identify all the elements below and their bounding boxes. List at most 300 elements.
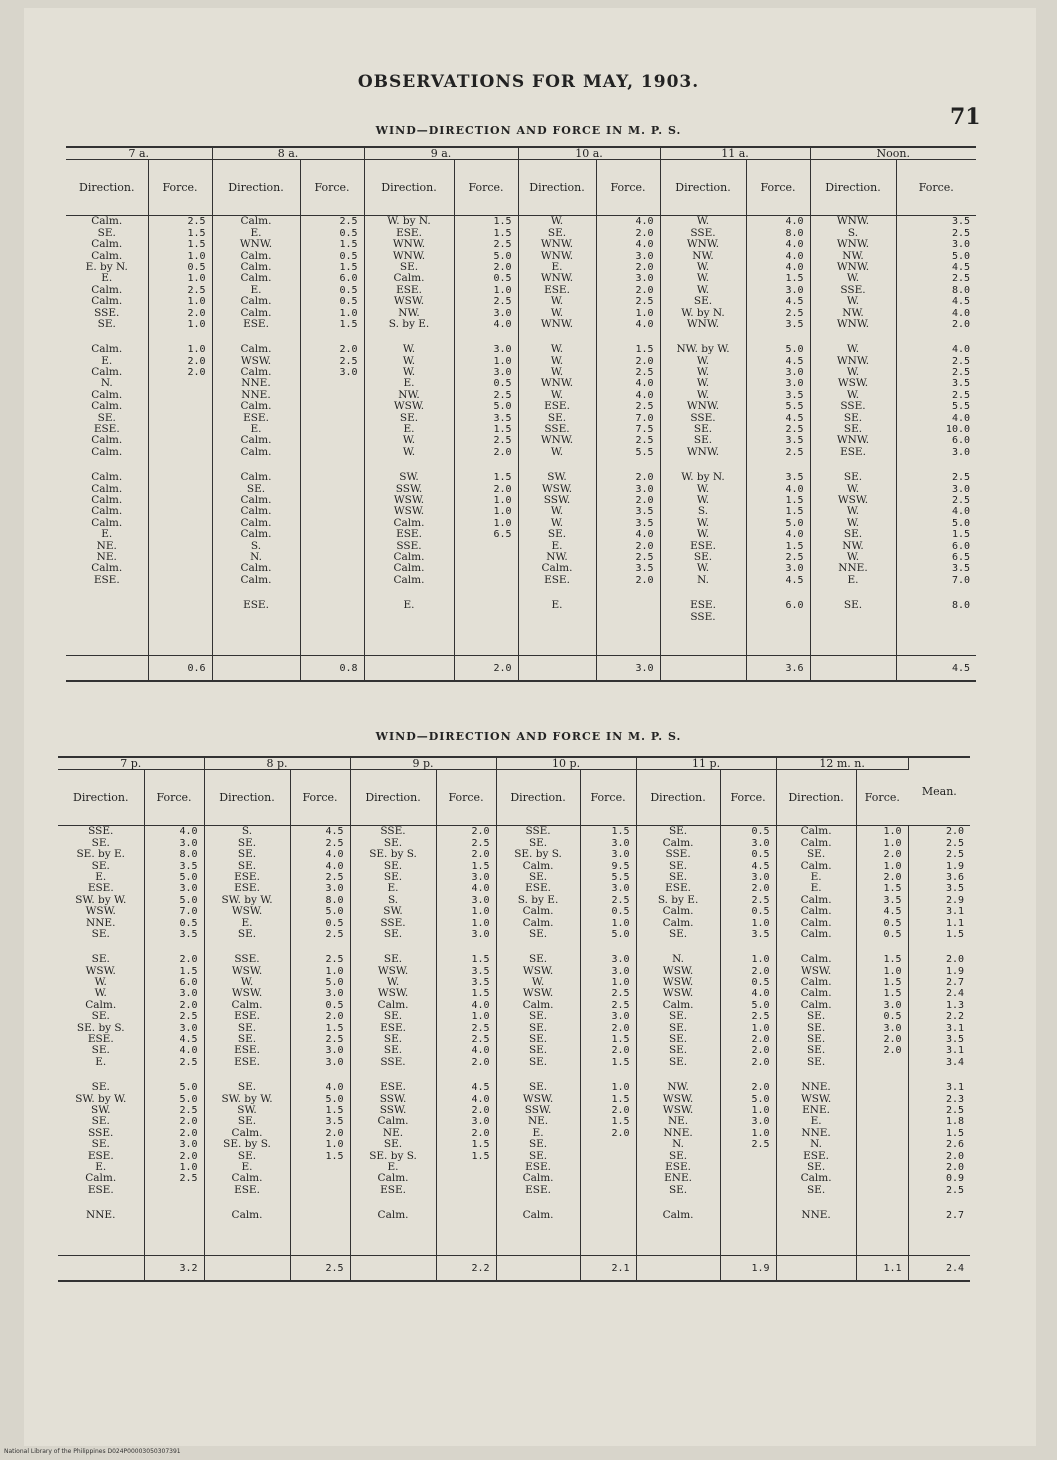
cell-value: ESE. <box>525 1160 551 1173</box>
cell-value: 5.0 <box>325 977 344 989</box>
cell-value: NW. <box>842 539 864 552</box>
direction-header: Direction. <box>496 770 580 826</box>
cell-value: 1.9 <box>946 965 965 977</box>
cell-value: SE. <box>547 528 567 541</box>
cell-value: WNW. <box>686 400 720 413</box>
cell-value: SW. <box>383 905 403 918</box>
group-spacer <box>498 1068 579 1082</box>
cell-value: 1.0 <box>751 954 770 966</box>
force-header: Force. <box>580 770 636 826</box>
cell-value: W. <box>696 272 710 285</box>
cell-value: 0.5 <box>325 917 344 929</box>
cell-value: 3.5 <box>635 506 654 518</box>
cell-value: 4.0 <box>785 261 804 273</box>
cell-value: 5.0 <box>951 517 971 529</box>
cell-value: 1.5 <box>471 860 490 872</box>
cell-value: 2.5 <box>785 307 804 319</box>
cell-value: 4.0 <box>951 307 971 319</box>
cell-value: 3.0 <box>883 1022 902 1034</box>
group-spacer <box>146 1068 198 1082</box>
cell-value: 3.4 <box>946 1056 965 1068</box>
cell-value: 3.0 <box>471 894 490 906</box>
cell-value: 4.5 <box>785 574 804 586</box>
cell-value: 1.5 <box>493 424 512 436</box>
table2-label-row <box>58 770 970 826</box>
cell-value: SW. <box>237 1104 257 1116</box>
cell-value: 1.0 <box>493 495 512 506</box>
cell-value: 0.9 <box>946 1173 965 1185</box>
cell-value: 2.0 <box>883 871 902 883</box>
cell-value: 0.5 <box>179 917 198 929</box>
cell-value: 1.5 <box>471 988 490 1000</box>
cell-value: Calm. <box>240 400 272 413</box>
cell-value: Calm. <box>393 573 425 586</box>
cell-value: 3.0 <box>785 378 804 390</box>
cell-value: SSW. <box>395 482 423 495</box>
cell-value: W. <box>550 388 564 401</box>
cell-value: SSE. <box>690 411 716 424</box>
group-spacer <box>582 940 630 954</box>
cell-value: 2.5 <box>179 1056 198 1068</box>
cell-value: ESE. <box>234 1183 260 1196</box>
cell-value: 3.1 <box>946 906 965 918</box>
cell-value: 2.7 <box>946 977 965 989</box>
cell-value: Calm. <box>800 893 832 906</box>
cell-value: W. <box>550 215 564 228</box>
cell-value: 2.0 <box>883 1034 902 1046</box>
cell-value: 1.5 <box>339 318 358 330</box>
cell-value: WSW. <box>231 987 263 1000</box>
cell-value: 1.5 <box>471 1150 490 1162</box>
cell-value: 1.5 <box>611 1116 630 1128</box>
direction-column <box>212 216 300 656</box>
cell-value: 2.5 <box>951 495 971 506</box>
cell-value: 2.5 <box>635 296 654 308</box>
table1-hour-header: 7 a. <box>66 147 212 160</box>
cell-value: Calm. <box>85 998 117 1011</box>
cell-value: SSW. <box>543 494 571 506</box>
cell-value: W. <box>402 434 416 447</box>
cell-value: 2.0 <box>471 826 490 838</box>
group-spacer <box>438 1068 490 1082</box>
cell-value: W. <box>846 388 860 401</box>
cell-value: SE. <box>91 1010 110 1023</box>
cell-value: 2.5 <box>946 849 965 861</box>
cell-value: 4.5 <box>471 1082 490 1094</box>
cell-value: Calm. <box>522 859 554 872</box>
cell-value: ENE. <box>802 1104 830 1116</box>
table1-hour-row <box>66 147 976 160</box>
cell-value: 3.5 <box>951 216 971 228</box>
cell-value: SSE. <box>380 916 406 929</box>
force-column <box>436 826 496 1256</box>
cell-value: N. <box>250 550 262 563</box>
cell-value: 2.5 <box>611 999 630 1011</box>
cell-value: 3.5 <box>635 563 654 575</box>
cell-value: 0.5 <box>325 999 344 1011</box>
cell-value: 3.5 <box>883 894 902 906</box>
cell-value: 2.0 <box>325 1127 344 1139</box>
cell-value: W. <box>402 366 416 379</box>
cell-value: 3.0 <box>325 1045 344 1057</box>
cell-value: ESE. <box>690 539 716 552</box>
direction-column <box>58 826 144 1256</box>
cell-value: 6.5 <box>951 551 971 563</box>
cell-value: Calm. <box>231 998 263 1011</box>
cell-value: SE. <box>237 1149 257 1162</box>
cell-value: 2.9 <box>946 894 965 906</box>
cell-value: SE. by E. <box>76 848 126 861</box>
cell-value: W. by N. <box>387 215 431 228</box>
force-column <box>896 216 976 656</box>
cell-value: 2.5 <box>493 296 512 308</box>
cell-value: SE. <box>399 411 419 424</box>
force-column <box>580 826 636 1256</box>
force-header: Force. <box>454 160 518 216</box>
table2-wind-pm <box>58 756 970 1282</box>
cell-value: 2.0 <box>751 883 770 895</box>
cell-value: 2.5 <box>611 894 630 906</box>
cell-value: SE. <box>97 226 116 239</box>
force-column <box>148 216 212 656</box>
cell-value: 2.0 <box>635 227 654 239</box>
group-spacer <box>778 940 855 954</box>
cell-value: SW. <box>399 471 419 484</box>
cell-value: SE. <box>528 1044 548 1057</box>
cell-value: 1.5 <box>946 928 965 940</box>
cell-value: W. <box>846 550 860 563</box>
cell-value: 1.0 <box>883 965 902 977</box>
cell-value: Calm. <box>377 998 409 1011</box>
group-spacer <box>146 940 198 954</box>
cell-value: SE. by S. <box>369 1149 417 1162</box>
cell-value: SE. <box>806 1160 826 1173</box>
cell-value: SE. <box>528 1149 548 1162</box>
cell-value: 1.0 <box>187 318 206 330</box>
cell-value: 3.0 <box>635 483 654 495</box>
cell-value: NW. <box>692 249 714 262</box>
cell-value: 4.5 <box>785 412 804 424</box>
cell-value: SE. <box>668 825 688 838</box>
cell-value: 2.0 <box>946 954 965 966</box>
cell-value: ESE. <box>396 528 422 541</box>
cell-value: 8.0 <box>325 894 344 906</box>
cell-value: 10.0 <box>945 424 971 436</box>
cell-value: 1.8 <box>946 1116 965 1128</box>
cell-value: ESE. <box>380 1081 406 1094</box>
cell-value: 1.0 <box>883 860 902 872</box>
cell-value: 1.5 <box>611 826 630 838</box>
cell-value: 3.5 <box>635 517 654 529</box>
cell-value: WNW. <box>540 249 574 262</box>
cell-value: Calm. <box>800 976 832 989</box>
cell-value: 3.0 <box>611 883 630 895</box>
cell-value: 0.5 <box>339 227 358 239</box>
cell-value: 3.0 <box>493 307 512 319</box>
group-spacer <box>352 1196 435 1210</box>
cell-value: 2.0 <box>179 954 198 966</box>
cell-value: Calm. <box>662 905 694 918</box>
cell-value: SE. <box>806 1055 826 1068</box>
cell-value: NW. <box>398 388 420 401</box>
cell-value: 1.5 <box>325 1022 344 1034</box>
cell-value: WSW. <box>662 1092 694 1105</box>
cell-value: 2.5 <box>325 928 344 940</box>
cell-value: 1.0 <box>471 1011 490 1023</box>
cell-value: Calm. <box>91 562 123 575</box>
cell-value: Calm. <box>240 260 272 273</box>
cell-value: 6.0 <box>339 273 358 285</box>
cell-value: ESE. <box>93 573 120 586</box>
cell-value: 7.0 <box>179 906 198 918</box>
cell-value: 1.5 <box>785 273 804 285</box>
cell-value: SE. <box>693 550 713 563</box>
cell-value: 2.0 <box>635 284 654 296</box>
cell-value: ESE. <box>87 1183 114 1196</box>
cell-value: W. <box>531 976 545 989</box>
cell-value: Calm. <box>240 295 272 308</box>
cell-value: 2.0 <box>493 446 512 458</box>
table1-wind-am <box>66 146 976 682</box>
cell-value: 1.5 <box>325 1105 344 1116</box>
cell-value: Calm. <box>240 272 272 285</box>
cell-value: WSW. <box>393 505 425 518</box>
cell-value: W. <box>550 516 564 529</box>
direction-header: Direction. <box>660 160 746 216</box>
cell-value: SE. <box>806 1044 826 1057</box>
cell-value: WSW. <box>85 964 116 977</box>
cell-value: 4.0 <box>471 999 490 1011</box>
cell-value: 2.5 <box>635 401 654 413</box>
cell-value: SE. by S. <box>514 848 562 861</box>
force-header: Force. <box>144 770 204 826</box>
cell-value: 3.0 <box>635 250 654 262</box>
cell-value: Calm. <box>91 400 123 413</box>
cell-value: 7.0 <box>635 412 654 424</box>
cell-value: 2.0 <box>635 261 654 273</box>
group-spacer <box>498 1196 579 1210</box>
cell-value: SE. <box>383 1010 403 1023</box>
force-column <box>720 826 776 1256</box>
cell-value: 4.0 <box>635 529 654 541</box>
table1-hour-header: Noon. <box>810 147 976 160</box>
cell-value: SSE. <box>88 1126 114 1139</box>
force-column <box>454 216 518 656</box>
cell-value: ESE. <box>396 226 422 239</box>
cell-value: E. <box>810 1115 822 1128</box>
cell-value: 8.0 <box>951 600 971 612</box>
cell-value: 2.0 <box>493 483 512 495</box>
cell-value: 1.5 <box>611 1056 630 1068</box>
cell-value: 2.0 <box>611 1127 630 1139</box>
cell-value: WSW. <box>231 964 263 977</box>
cell-value: ESE. <box>803 1149 830 1162</box>
cell-value: 3.0 <box>325 883 344 895</box>
cell-value: 2.0 <box>635 495 654 506</box>
cell-value: Calm. <box>377 1209 409 1222</box>
cell-value: 1.5 <box>611 1034 630 1046</box>
cell-value: 5.0 <box>785 517 804 529</box>
cell-value: E. <box>101 528 113 541</box>
cell-value: E. <box>532 1126 544 1139</box>
cell-value: 0.5 <box>611 906 630 918</box>
cell-value: SE. <box>383 870 403 883</box>
cell-value: 3.0 <box>611 1011 630 1023</box>
cell-value: SE. <box>528 927 548 940</box>
cell-value: Calm. <box>240 434 272 447</box>
cell-value: 1.5 <box>339 261 358 273</box>
cell-value: E. <box>101 272 113 285</box>
table2-data-row <box>58 826 970 1256</box>
cell-value: WSW. <box>231 905 263 918</box>
cell-value: E. <box>95 1160 107 1173</box>
cell-value: 1.0 <box>471 917 490 929</box>
cell-value: WNW. <box>686 445 720 458</box>
group-spacer <box>812 458 895 472</box>
cell-value: WSW. <box>85 905 116 918</box>
cell-value: 4.0 <box>325 860 344 872</box>
cell-value: 2.0 <box>471 1127 490 1139</box>
cell-value: WSW. <box>662 976 694 989</box>
cell-value: Calm. <box>522 905 554 918</box>
group-spacer <box>662 330 745 344</box>
cell-value: 2.0 <box>751 1034 770 1046</box>
cell-value: ESE. <box>234 1044 260 1057</box>
cell-value: N. <box>697 573 709 586</box>
cell-value: 3.1 <box>946 1022 965 1034</box>
cell-value: SE. <box>528 1021 548 1034</box>
cell-value: SE. by S. <box>369 848 417 861</box>
cell-value: NNE. <box>86 916 116 929</box>
cell-value: E. <box>403 599 415 612</box>
cell-value: Calm. <box>541 562 573 575</box>
cell-value: 2.0 <box>179 999 198 1011</box>
cell-value: 4.5 <box>751 860 770 872</box>
cell-value: Calm. <box>662 916 694 929</box>
cell-value: SE. <box>806 1010 826 1023</box>
cell-value: NE. <box>527 1115 549 1128</box>
cell-value: 2.5 <box>946 837 965 849</box>
group-spacer <box>722 940 770 954</box>
cell-value: SE. <box>237 1033 257 1046</box>
cell-value: SE. <box>97 317 116 330</box>
cell-value: 3.1 <box>946 1045 965 1057</box>
table1-hour-header: 8 a. <box>212 147 364 160</box>
cell-value: 1.0 <box>611 977 630 989</box>
cell-value: 2.5 <box>179 1105 198 1116</box>
cell-value: SE. <box>806 848 826 861</box>
cell-value: 1.0 <box>493 355 512 367</box>
cell-value: SE. <box>383 1033 403 1046</box>
cell-value: 1.5 <box>187 227 206 239</box>
table1-label-row <box>66 160 976 216</box>
cell-value: SE. <box>528 953 548 966</box>
cell-value: Calm. <box>91 238 123 251</box>
cell-value: E. <box>250 226 262 239</box>
cell-value: SE. <box>528 836 548 849</box>
direction-column <box>636 826 720 1256</box>
cell-value: SE. <box>843 411 863 424</box>
group-spacer <box>812 330 895 344</box>
cell-value: 1.5 <box>635 344 654 356</box>
cell-value: ESE. <box>665 1160 691 1173</box>
cell-value: W. <box>696 215 710 228</box>
cell-value: 1.5 <box>883 977 902 989</box>
cell-value: 2.0 <box>187 355 206 367</box>
cell-value: WNW. <box>239 238 273 251</box>
cell-value: WNW. <box>836 317 870 330</box>
group-spacer <box>748 586 804 600</box>
cell-value: 2.5 <box>325 837 344 849</box>
cell-value: 1.0 <box>187 250 206 262</box>
group-spacer <box>456 458 512 472</box>
cell-value: 0.5 <box>883 917 902 929</box>
cell-value: 2.5 <box>951 367 971 379</box>
mean-column <box>908 826 970 1256</box>
hour-mean: 4.5 <box>896 656 976 682</box>
cell-value: 6.0 <box>951 435 971 447</box>
cell-value: 1.5 <box>493 472 512 484</box>
cell-value: 2.5 <box>493 239 512 251</box>
direction-header: Direction. <box>636 770 720 826</box>
cell-value: SE. <box>668 870 688 883</box>
cell-value: 2.0 <box>611 1022 630 1034</box>
cell-value: SE. <box>806 1021 826 1034</box>
cell-value: S. by E. <box>517 893 559 906</box>
group-spacer <box>812 586 895 600</box>
cell-value: 2.5 <box>325 1034 344 1046</box>
group-spacer <box>582 1068 630 1082</box>
cell-value: Calm. <box>393 562 425 575</box>
cell-value: E. <box>551 539 563 552</box>
group-spacer <box>150 330 206 344</box>
cell-value: 8.0 <box>179 849 198 861</box>
cell-value: ESE. <box>93 423 120 436</box>
cell-value: 3.5 <box>785 389 804 401</box>
cell-value: SE. <box>91 1138 110 1151</box>
cell-value: 1.0 <box>179 1161 198 1173</box>
cell-value: 4.0 <box>635 378 654 390</box>
cell-value: 3.0 <box>883 999 902 1011</box>
cell-value: SW. by W. <box>221 893 273 906</box>
cell-value: SSE. <box>234 953 260 966</box>
cell-value: SSE. <box>840 283 866 296</box>
cell-value: ESE. <box>665 882 691 895</box>
cell-value: SE. <box>383 1044 403 1057</box>
cell-value: 2.5 <box>635 551 654 563</box>
cell-value: 0.5 <box>339 284 358 296</box>
cell-value: 3.0 <box>751 837 770 849</box>
cell-value: W. <box>696 283 710 296</box>
cell-value: 4.0 <box>325 849 344 861</box>
cell-value: 2.0 <box>179 1116 198 1128</box>
direction-header: Direction. <box>776 770 856 826</box>
cell-value: 4.0 <box>785 239 804 251</box>
cell-value: Calm. <box>800 859 832 872</box>
cell-value: SE. <box>528 1138 548 1151</box>
cell-value: 5.5 <box>611 871 630 883</box>
force-column <box>746 216 810 656</box>
cell-value: 2.5 <box>751 894 770 906</box>
cell-value: 3.0 <box>493 367 512 379</box>
direction-column <box>204 826 290 1256</box>
cell-value: Calm. <box>800 998 832 1011</box>
cell-value: SE. <box>91 1115 110 1128</box>
cell-value: SE. <box>91 1044 110 1057</box>
cell-value: Calm. <box>91 516 123 529</box>
cell-value: SE. <box>806 1183 826 1196</box>
cell-value: SSE. <box>525 825 551 838</box>
